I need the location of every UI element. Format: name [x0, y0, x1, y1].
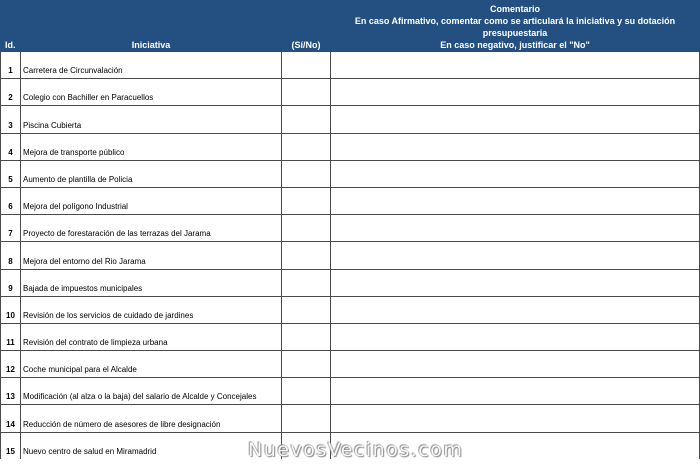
row-id: 6 — [1, 187, 21, 214]
row-iniciativa: Nuevo centro de salud en Miramadrid — [21, 432, 282, 459]
row-iniciativa: Revisión del contrato de limpieza urbana — [21, 323, 282, 350]
row-id: 10 — [1, 296, 21, 323]
table-row — [1, 106, 700, 133]
table-row — [1, 405, 700, 432]
row-id: 14 — [1, 405, 21, 432]
header-id: Id. — [1, 1, 21, 52]
row-iniciativa: Mejora del entorno del Rio Jarama — [21, 242, 282, 269]
table-row — [1, 351, 700, 378]
row-iniciativa: Piscina Cubierta — [21, 106, 282, 133]
watermark: NuevosVecinos.com — [248, 439, 464, 461]
row-id: 8 — [1, 242, 21, 269]
row-iniciativa: Mejora de transporte público — [21, 133, 282, 160]
row-si-no-cell[interactable] — [282, 351, 331, 378]
row-id: 7 — [1, 215, 21, 242]
row-si-no-cell[interactable] — [282, 242, 331, 269]
row-id: 4 — [1, 133, 21, 160]
row-id: 1 — [1, 52, 21, 79]
table-row — [1, 79, 700, 106]
row-id: 2 — [1, 79, 21, 106]
row-iniciativa: Proyecto de forestaración de las terrazas del Jarama — [21, 215, 282, 242]
table-header — [1, 1, 700, 52]
table-row — [1, 187, 700, 214]
row-si-no-cell[interactable] — [282, 79, 331, 106]
row-si-no-cell[interactable] — [282, 215, 331, 242]
table-row — [1, 133, 700, 160]
row-iniciativa: Reducción de número de asesores de libre designación — [21, 405, 282, 432]
row-comentario-cell[interactable] — [331, 296, 700, 323]
row-comentario-cell[interactable] — [331, 351, 700, 378]
row-si-no-cell[interactable] — [282, 296, 331, 323]
row-comentario-cell[interactable] — [331, 215, 700, 242]
row-si-no-cell[interactable] — [282, 187, 331, 214]
row-si-no-cell[interactable] — [282, 323, 331, 350]
row-iniciativa: Carretera de Circunvalación — [21, 52, 282, 79]
row-comentario-cell[interactable] — [331, 187, 700, 214]
row-si-no-cell[interactable] — [282, 160, 331, 187]
row-id: 15 — [1, 432, 21, 459]
row-iniciativa: Bajada de impuestos municipales — [21, 269, 282, 296]
row-id: 12 — [1, 351, 21, 378]
row-iniciativa: Mejora del polígono Industrial — [21, 187, 282, 214]
row-comentario-cell[interactable] — [331, 269, 700, 296]
header-comentario — [331, 1, 700, 52]
comentario-instruction-affirmative: En caso Afirmativo, comentar como se articulará la iniciativa y su dotación presupuestaria — [354, 16, 676, 38]
row-comentario-cell[interactable] — [331, 323, 700, 350]
row-comentario-cell[interactable] — [331, 133, 700, 160]
row-si-no-cell[interactable] — [282, 133, 331, 160]
row-id: 11 — [1, 323, 21, 350]
table-row — [1, 269, 700, 296]
table-body — [1, 52, 700, 460]
row-iniciativa: Coche municipal para el Alcalde — [21, 351, 282, 378]
row-si-no-cell[interactable] — [282, 52, 331, 79]
comentario-instruction-negative: En caso negativo, justificar el "No" — [440, 40, 590, 50]
header-si-no: (Sí/No) — [282, 1, 331, 52]
table-row — [1, 52, 700, 79]
row-id: 13 — [1, 378, 21, 405]
row-iniciativa: Aumento de plantilla de Policia — [21, 160, 282, 187]
row-comentario-cell[interactable] — [331, 242, 700, 269]
row-comentario-cell[interactable] — [331, 106, 700, 133]
row-si-no-cell[interactable] — [282, 378, 331, 405]
row-si-no-cell[interactable] — [282, 106, 331, 133]
row-comentario-cell[interactable] — [331, 378, 700, 405]
row-id: 9 — [1, 269, 21, 296]
row-comentario-cell[interactable] — [331, 160, 700, 187]
row-si-no-cell[interactable] — [282, 405, 331, 432]
table-row — [1, 378, 700, 405]
row-id: 5 — [1, 160, 21, 187]
row-comentario-cell[interactable] — [331, 405, 700, 432]
comentario-title: Comentario — [489, 4, 540, 14]
table-row — [1, 323, 700, 350]
table-row — [1, 242, 700, 269]
row-si-no-cell[interactable] — [282, 269, 331, 296]
row-comentario-cell[interactable] — [331, 79, 700, 106]
table-row — [1, 296, 700, 323]
row-comentario-cell[interactable] — [331, 52, 700, 79]
row-id: 3 — [1, 106, 21, 133]
table-row — [1, 215, 700, 242]
header-iniciativa: Iniciativa — [21, 1, 282, 52]
row-iniciativa: Colegio con Bachiller en Paracuellos — [21, 79, 282, 106]
row-iniciativa: Revisión de los servicios de cuidado de jardines — [21, 296, 282, 323]
table-row — [1, 160, 700, 187]
row-iniciativa: Modificación (al alza o la baja) del salario de Alcalde y Concejales — [21, 378, 282, 405]
